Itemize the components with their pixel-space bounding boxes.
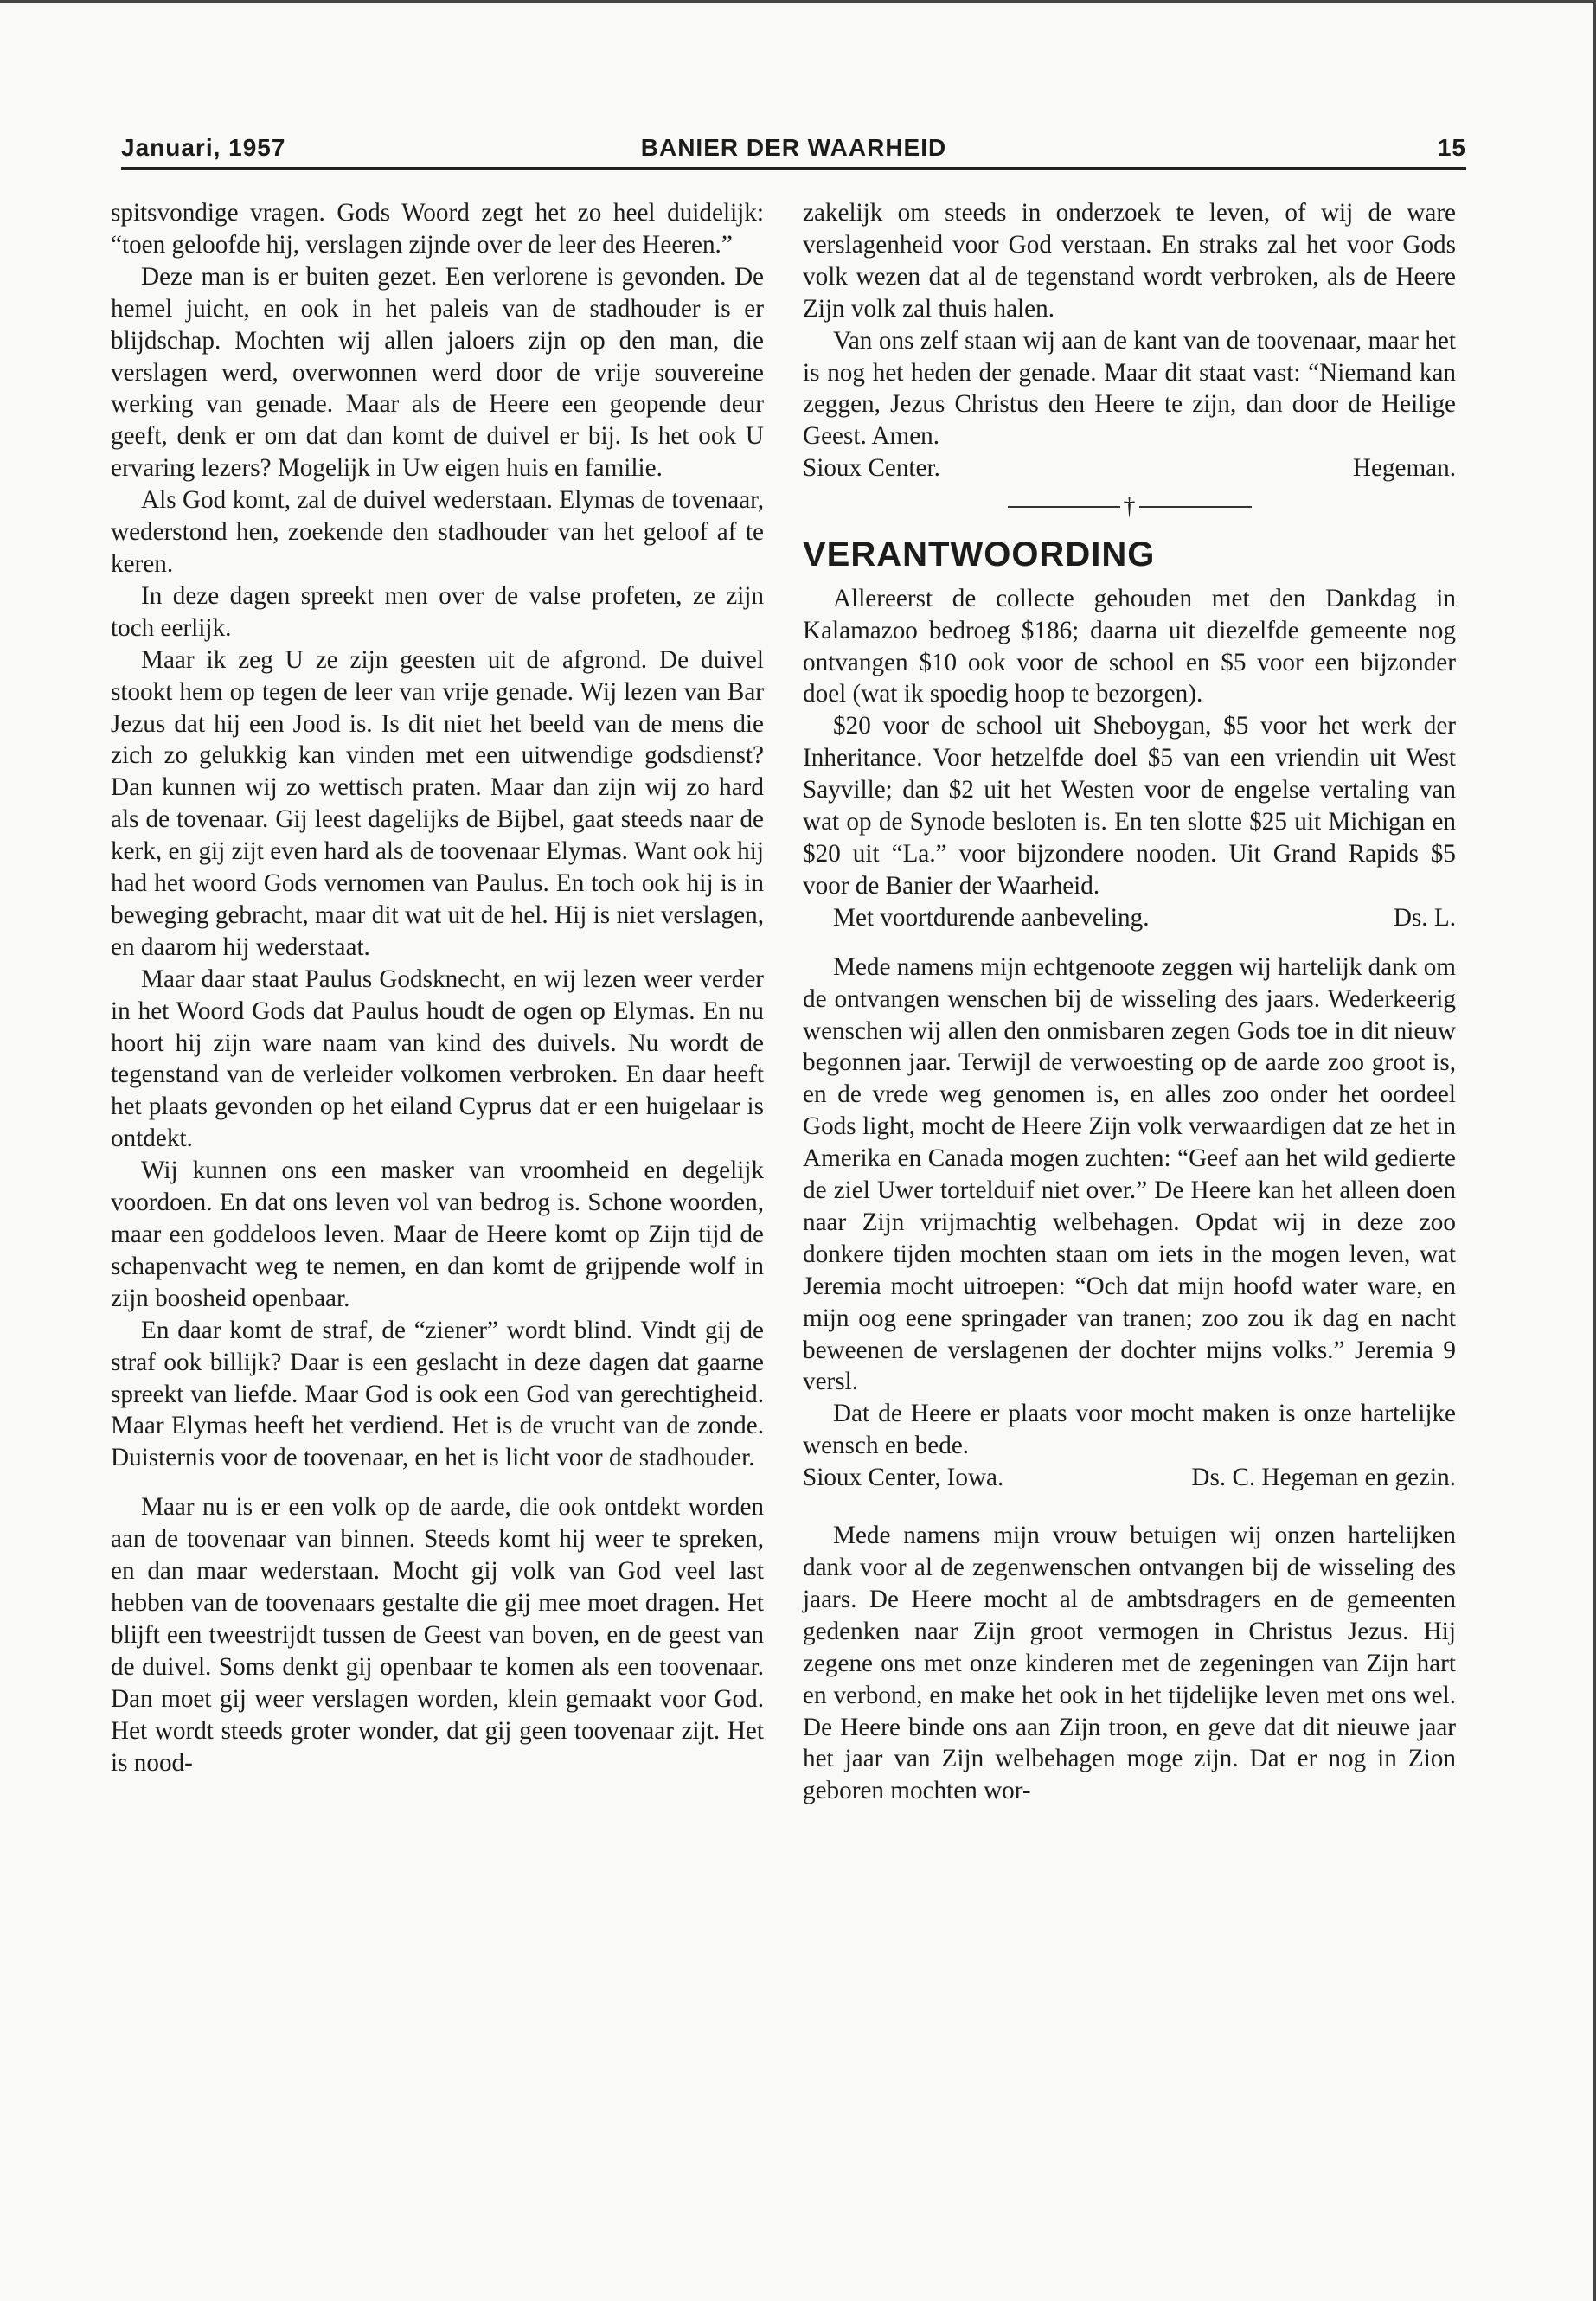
acknowledgment-paragraph: Allereerst de collecte gehouden met den Dankdag in Kalamazoo bedroeg $186; daarna uit diezelfde gemeente nog ontvangen $10 ook voor de school en $5 voor een bijzonder doel (wat ik spoedig hoop te bezorgen). xyxy=(803,584,1456,708)
left-column xyxy=(111,197,764,1779)
right-column xyxy=(803,197,1456,1807)
article-continuation: zakelijk om steeds in onderzoek te leven, of wij de ware verslagenheid voor God verstaan. En straks zal het voor Gods volk wezen dat al de tegenstand wordt verbroken, als de Heere Zijn volk zal thuis halen. xyxy=(803,199,1456,323)
issue-date: Januari, 1957 xyxy=(121,134,286,161)
article-paragraph: Maar nu is er een volk op de aarde, die ook ontdekt worden aan de toovenaar van binnen. Steeds komt hij weer te spreken, en dan maar wederstaan. Mocht gij volk van God veel last hebben van de toovenaars gestalte die gij mee moet dragen. Het blijft een tweestrijdt tussen de Geest van boven, en de geest van de duivel. Soms denkt gij openbaar te komen als een toovenaar. Dan moet gij weer verslagen worden, klein gemaakt voor God. Het wordt steeds groter wonder, dat gij geen toovenaar zijt. Het is nood- xyxy=(111,1493,764,1777)
article-signature xyxy=(803,452,1456,484)
article-paragraph: Maar daar staat Paulus Godsknecht, en wij lezen weer verder in het Woord Gods dat Paulus houdt de ogen op Elymas. En nu hoort hij zijn ware naam van kind des duivels. Nu wordt de tegenstand van de verleider volkomen verbroken. En daar heeft het plaats gevonden op het eiland Cyprus dat er een huigelaar is ontdekt. xyxy=(111,965,764,1153)
article-paragraph: In deze dagen spreekt men over de valse profeten, ze zijn toch eerlijk. xyxy=(111,581,764,642)
thanks-paragraph: Dat de Heere er plaats voor mocht maken is onze hartelijke wensch en bede. xyxy=(803,1400,1456,1460)
separator-line xyxy=(1008,506,1120,508)
acknowledgment-paragraph: $20 voor de school uit Sheboygan, $5 voor het werk der Inheritance. Voor hetzelfde doel $5 van een vriendin uit West Sayville; dan $2 uit het Westen voor de engelse vertaling van wat op de Synode besloten is. En ten slotte $25 uit Michigan en $20 uit “La.” voor bijzondere nooden. Uit Grand Rapids $5 voor de Banier der Waarheid. xyxy=(803,712,1456,900)
article-paragraph: Wij kunnen ons een masker van vroomheid en degelijk voordoen. En dat ons leven vol van bedrog is. Schone woorden, maar een goddeloos leven. Maar de Heere komt op Zijn tijd de schapenvacht weg te nemen, en dan komt de grijpende wolf in zijn boosheid openbaar. xyxy=(111,1157,764,1312)
article-paragraph: Deze man is er buiten gezet. Een verlorene is gevonden. De hemel juicht, en ook in het paleis van de stadhouder is er blijdschap. Mochten wij allen jaloers zijn op den man, die verslagen werd, overwonnen werd door de vrije souvereine werking van genade. Maar als de Heere een geopende deur geeft, denk er om dat dan komt de duivel er bij. Is het ook U ervaring lezers? Mogelijk in Uw eigen huis en familie. xyxy=(111,262,764,483)
page-number: 15 xyxy=(1437,134,1466,161)
article-paragraph: Maar ik zeg U ze zijn geesten uit de afgrond. De duivel stookt hem op tegen de leer van vrije genade. Wij lezen van Bar Jezus dat hij een Jood is. Is dit niet het beeld van de mens die zich zo gelukkig kan vinden met een uitwendige godsdienst? Dan kunnen wij zo wettisch praten. Maar dan zijn wij zo hard als de tovenaar. Gij leest dagelijks de Bijbel, gaat steeds naar de kerk, en gij zijt even hard als de toovenaar Elymas. Want ook hij had het woord Gods vernomen van Paulus. En toch ook hij is in beweging gebracht, maar dit wat uit de hel. Hij is niet verslagen, en daarom hij wederstaat. xyxy=(111,645,764,961)
thanks-paragraph: Mede namens mijn vrouw betuigen wij onzen hartelijken dank voor al de zegenwenschen ontvangen bij de wisseling des jaars. De Heere mocht al de ambtsdragers en de gemeenten gedenken naar Zijn groot vermogen in Christus Jezus. Hij zegene ons met onze kinderen met de zegeningen van Zijn hart en verbond, en make het ook in het tijdelijke leven met ons wel. De Heere binde ons aan Zijn troon, en geve dat dit nieuwe jaar het jaar van Zijn welbehagen moge zijn. Dat er nog in Zion geboren mochten wor- xyxy=(803,1522,1456,1805)
article-paragraph: Als God komt, zal de duivel wederstaan. Elymas de tovenaar, wederstond hen, zoekende den stadhouder van het geloof af te keren. xyxy=(111,486,764,578)
section-heading: VERANTWOORDING xyxy=(803,535,1156,574)
article-paragraph: En daar komt de straf, de “ziener” wordt blind. Vindt gij de straf ook billijk? Daar is een geslacht in deze dagen dat gaarne spreekt van liefde. Maar God is ook een God van gerechtigheid. Maar Elymas heeft het verdiend. Het is de vrucht van de zonde. Duisternis voor de toovenaar, en het is licht voor de stadhouder. xyxy=(111,1316,764,1472)
signature-place: Sioux Center. xyxy=(803,454,940,483)
publication-title: BANIER DER WAARHEID xyxy=(640,134,947,161)
article-closing: Van ons zelf staan wij aan de kant van de toovenaar, maar het is nog het heden der genade. Maar dit staat vast: “Niemand kan zeggen, Jezus Christus den Heere te zijn, dan door de Heilige Geest. Amen. xyxy=(803,326,1456,451)
dagger-mark: † xyxy=(1123,492,1136,520)
signature-text: Met voortdurende aanbeveling. xyxy=(833,903,1150,932)
article-paragraph: spitsvondige vragen. Gods Woord zegt het zo heel duidelijk: “toen geloofde hij, verslagen zijnde over de leer des Heeren.” xyxy=(111,199,764,259)
thanks-signature xyxy=(803,1462,1456,1494)
acknowledgment-signature xyxy=(803,902,1456,934)
section-separator xyxy=(803,490,1456,522)
separator-line xyxy=(1139,506,1252,508)
page-header xyxy=(121,124,1466,170)
thanks-paragraph: Mede namens mijn echtgenoote zeggen wij hartelijk dank om de ontvangen wenschen bij de wisseling des jaars. Wederkeerig wenschen wij allen den onmisbaren zegen Gods toe in dit nieuw begonnen jaar. Terwijl de verwoesting op de aarde zoo groot is, en de vrede weg genomen is, en alles zoo onder het oordeel Gods light, mocht de Heere Zijn volk verwaardigen dat ze het in Amerika en Canada mogen zuchten: “Geef aan het wild gedierte de ziel Uwer tortelduif niet over.” De Heere kan het alleen doen naar Zijn vrijmachtig welbehagen. Opdat wij in deze zoo donkere tijden mochten staan om iets in the mogen leven, wat Jeremia mocht uitroepen: “Och dat mijn hoofd water ware, en mijn oog eene springader van tranen; zoo zou ik dag en nacht beweenen de verslagenen der dochter mijns volks.” Jeremia 9 versl. xyxy=(803,952,1456,1396)
signature-name: Ds. L. xyxy=(1393,903,1456,932)
signature-name: Ds. C. Hegeman en gezin. xyxy=(1191,1464,1456,1492)
signature-name: Hegeman. xyxy=(1352,454,1456,483)
signature-place: Sioux Center, Iowa. xyxy=(803,1464,1004,1492)
